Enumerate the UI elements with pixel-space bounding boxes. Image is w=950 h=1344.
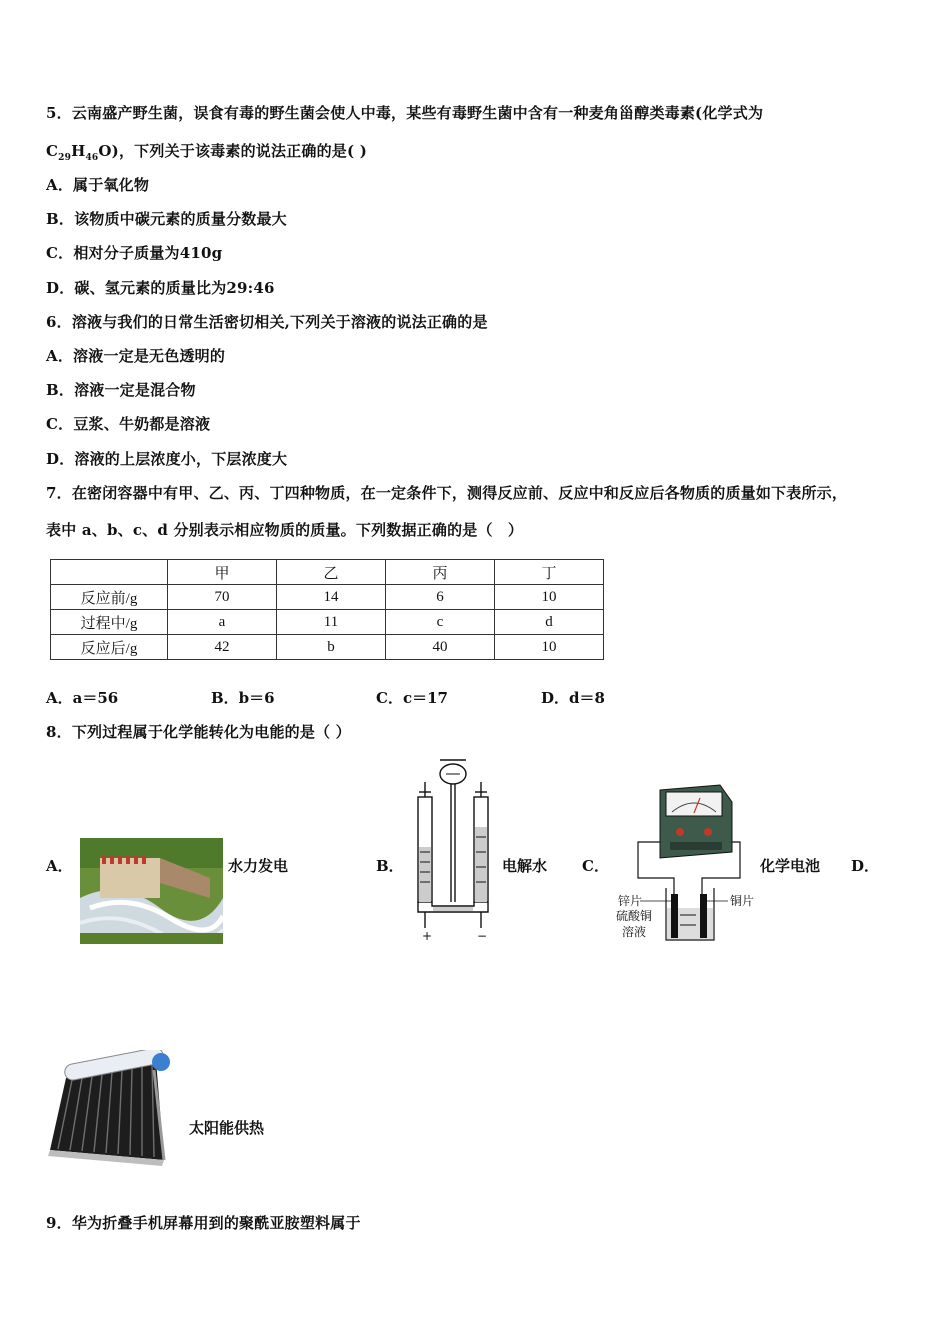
q7-option-b: B．b＝6 xyxy=(211,689,275,707)
q8-option-b-letter: B． xyxy=(376,857,404,875)
q6-option-b: B．溶液一定是混合物 xyxy=(46,381,196,399)
plus-sign: + xyxy=(422,929,433,943)
q6-option-c: C．豆浆、牛奶都是溶液 xyxy=(46,415,211,433)
zinc-plate-label: 锌片 xyxy=(618,894,643,908)
table-cell: 反应前/g xyxy=(51,585,168,610)
table-cell: 反应后/g xyxy=(51,635,168,660)
solution-label-line1: 硫酸铜 xyxy=(616,909,653,923)
table-header-cell: 丁 xyxy=(495,560,604,585)
q5-option-a: A．属于氧化物 xyxy=(46,176,150,194)
table-header-cell: 丙 xyxy=(386,560,495,585)
q5-stem-line1: 5．云南盛产野生菌，误食有毒的野生菌会使人中毒，某些有毒野生菌中含有一种麦角甾醇类毒素(化学式为 xyxy=(46,104,764,122)
table-cell: a xyxy=(168,610,277,635)
q7-option-c: C．c＝17 xyxy=(376,689,448,707)
table-cell: b xyxy=(277,635,386,660)
q8-option-d-letter: D． xyxy=(851,857,880,875)
q8-option-c-text: 化学电池 xyxy=(760,857,821,875)
table-row xyxy=(51,635,604,660)
q7-stem-line1: 7．在密闭容器中有甲、乙、丙、丁四种物质，在一定条件下，测得反应前、反应中和反应后各物质的质量如下表所示， xyxy=(46,484,848,502)
q8-option-b-text: 电解水 xyxy=(502,857,548,875)
minus-sign: − xyxy=(477,929,488,943)
copper-plate-label: 铜片 xyxy=(730,894,755,908)
chemical-battery-diagram xyxy=(610,780,760,948)
q9-stem: 9．华为折叠手机屏幕用到的聚酰亚胺塑料属于 xyxy=(46,1214,361,1232)
hydropower-image xyxy=(80,838,223,944)
table-cell: c xyxy=(386,610,495,635)
table-header-cell: 乙 xyxy=(277,560,386,585)
formula-h-sub: 46 xyxy=(85,153,99,163)
q8-option-a-text: 水力发电 xyxy=(228,857,289,875)
table-cell: d xyxy=(495,610,604,635)
table-row xyxy=(51,585,604,610)
q5-stem-line2 xyxy=(46,140,367,163)
table-cell: 6 xyxy=(386,585,495,610)
formula-h: H xyxy=(71,142,86,160)
formula-o: O) xyxy=(98,142,119,160)
table-cell: 10 xyxy=(495,635,604,660)
q5-option-b: B．该物质中碳元素的质量分数最大 xyxy=(46,210,287,228)
solution-label-line2: 溶液 xyxy=(622,925,647,939)
q6-stem: 6．溶液与我们的日常生活密切相关,下列关于溶液的说法正确的是 xyxy=(46,313,488,331)
mass-table xyxy=(50,559,604,660)
q8-option-a-letter: A． xyxy=(46,857,73,875)
table-cell: 14 xyxy=(277,585,386,610)
q7-option-d: D．d＝8 xyxy=(541,689,605,707)
table-cell: 70 xyxy=(168,585,277,610)
q8-option-c-letter: C． xyxy=(582,857,609,875)
table-cell: 过程中/g xyxy=(51,610,168,635)
table-cell: 11 xyxy=(277,610,386,635)
table-header-cell: 甲 xyxy=(168,560,277,585)
table-header-row xyxy=(51,560,604,585)
q5-stem-line2-text: ，下列关于该毒素的说法正确的是( ) xyxy=(118,142,367,160)
q7-stem-line2: 表中 a、b、c、d 分别表示相应物质的质量。下列数据正确的是（ ） xyxy=(46,521,524,539)
q5-option-c: C．相对分子质量为410g xyxy=(46,244,223,262)
q6-option-a: A．溶液一定是无色透明的 xyxy=(46,347,226,365)
table-row xyxy=(51,610,604,635)
table-cell: 10 xyxy=(495,585,604,610)
q8-stem: 8．下列过程属于化学能转化为电能的是（ ） xyxy=(46,723,351,741)
formula-c: C xyxy=(46,142,59,160)
q7-option-a: A．a＝56 xyxy=(46,689,119,707)
table-cell: 42 xyxy=(168,635,277,660)
formula-c-sub: 29 xyxy=(58,153,72,163)
q6-option-d: D．溶液的上层浓度小，下层浓度大 xyxy=(46,450,288,468)
q8-option-d-text: 太阳能供热 xyxy=(189,1119,265,1137)
table-cell: 40 xyxy=(386,635,495,660)
solar-water-heater-image xyxy=(46,1050,172,1170)
q5-option-d: D．碳、氢元素的质量比为29:46 xyxy=(46,279,275,297)
electrolysis-apparatus-diagram xyxy=(403,752,498,950)
table-header-cell xyxy=(51,560,168,585)
